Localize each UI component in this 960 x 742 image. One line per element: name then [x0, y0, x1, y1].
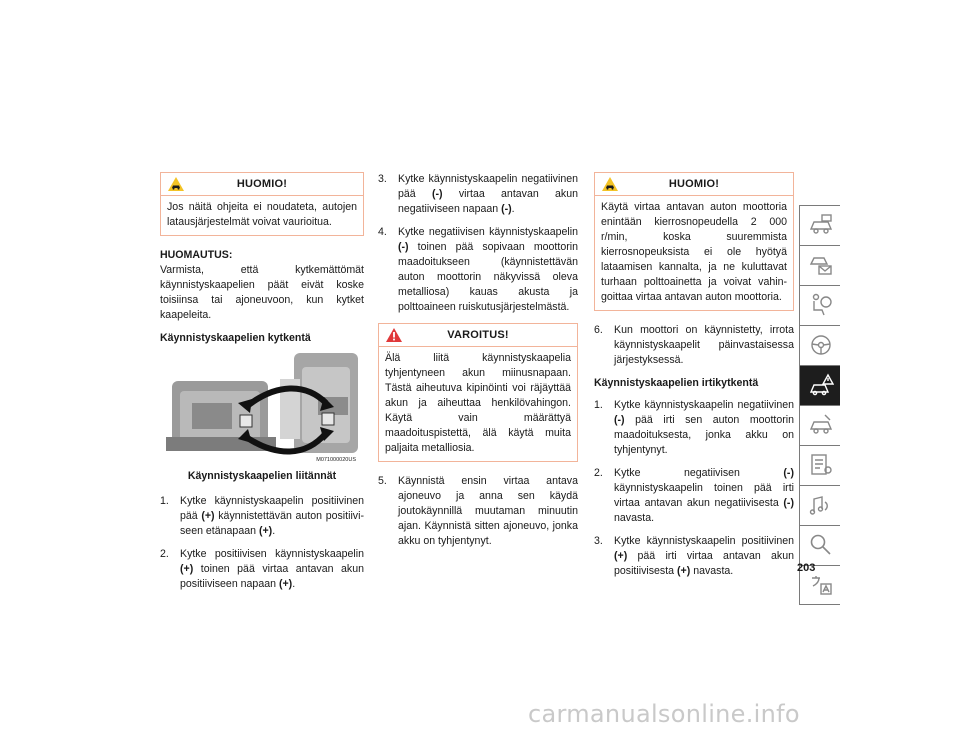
caution-title: HUOMIO! [668, 178, 720, 190]
note [160, 248, 364, 323]
car-service-icon [808, 412, 834, 438]
list-item: 1. Kytke käynnistyskaapelin negatiivinen (-) pää irti sen auton moottorin maadoituksesta, jonka akku on tyhjentynyt. [594, 399, 794, 456]
caution-text: Käytä virtaa antavan auton moottoria enintään kierrosnopeudella 2 000 r/min, koska suuremmista kierrosnopeuksista ei ole hyötyä lataamisen kannalta, ja ne kuluttavat turhaan polttoainetta ja voivat vahingoittaa virtaa antavan auton moottoria. [601, 201, 787, 303]
caution-header [595, 173, 793, 196]
search-index-icon [808, 532, 834, 558]
tab-roadside-hazard[interactable] [799, 365, 840, 405]
caution-box [160, 172, 364, 236]
section-heading-connect: Käynnistyskaapelien kytkentä [160, 332, 311, 344]
list-item: 2. Kytke positiivisen käynnistyskaapelin (+) toinen pää virtaa antavan akun positiiviseen napaan (+). [160, 548, 364, 590]
column-right [594, 172, 794, 587]
steering-wheel-icon [808, 332, 834, 358]
caution-box-rpm [594, 172, 794, 311]
list-item: 1. Kytke käynnistyskaapelin positiivinen pää (+) käynnistettävän auton positiiviseen etänapaan (+). [160, 495, 364, 537]
caution-title: HUOMIO! [236, 178, 288, 190]
list-item: 5. Käynnistä ensin virtaa antava ajoneuvo ja anna sen käydä joutokäynnillä muutaman minuutin ajan. Käynnistä sitten ajoneuvo, jonka akku on tyhjentynyt. [378, 475, 578, 547]
tab-multimedia[interactable] [799, 485, 840, 525]
tab-seat-airbag[interactable] [799, 285, 840, 325]
list-item: 6. Kun moottori on käynnistetty, irrota käynnistyskaapelit päinvastaisessa järjestyksessä. [594, 324, 794, 366]
list-item: 3. Kytke käynnistyskaapelin positiivinen (+) pää irti virtaa antavan akun positiivisesta (+) navasta. [594, 535, 794, 577]
jumper-figure [166, 353, 362, 465]
caution-header [161, 173, 363, 196]
note-heading: HUOMAUTUS: [160, 249, 233, 261]
tab-car-key-mail[interactable] [799, 245, 840, 285]
jumper-cable-illustration [166, 353, 362, 465]
connect-steps-list [160, 494, 364, 592]
warning-triangle-icon [385, 327, 403, 343]
warning-text: Älä liitä käynnistyskaapelia tyhjentyneen akun miinusnapaan. Tästä aiheutuva kipinöinti voi räjäyttää akun ja aiheuttaa henkilövahingon. Käytä vain määrättyä maadoituspistettä, älä käytä muita paljaita metalliosia. [385, 352, 571, 454]
tab-steering-wheel[interactable] [799, 325, 840, 365]
caution-car-icon [167, 176, 185, 192]
page-number: 203 [797, 562, 816, 574]
seat-airbag-icon [808, 292, 834, 318]
caution-car-icon [601, 176, 619, 192]
tab-car-service[interactable] [799, 405, 840, 445]
figure-caption: Käynnistyskaapelien liitännät [187, 470, 337, 482]
list-item: 4. Kytke negatiivisen käynnistyskaapelin (-) toinen pää sopivaan moottorin maadoitukseen (käynnistettävän auton moottorin näkyvissä oleva metalliosa) kauas akusta ja polttoaineen ruiskutusjärjestelmästä. [378, 226, 578, 313]
car-key-mail-icon [808, 252, 834, 278]
roadside-hazard-icon [808, 372, 834, 398]
section-heading-disconnect: Käynnistyskaapelien irtikytkentä [594, 377, 759, 389]
car-dashboard-icon [808, 212, 834, 238]
warning-title: VAROITUS! [447, 329, 509, 341]
multimedia-icon [808, 492, 834, 518]
column-middle [378, 172, 578, 557]
list-item: 3. Kytke käynnistyskaapelin negatiivinen pää (-) virtaa antavan akun negatiiviseen napaan (-). [378, 173, 578, 215]
tab-search-index[interactable] [799, 525, 840, 565]
list-item: 2. Kytke negatiivisen (-) käynnistyskaapelin toinen pää irti virtaa antavan akun negatiivisesta (-) navasta. [594, 467, 794, 524]
tab-maintenance-list[interactable] [799, 445, 840, 485]
figure-code: M071000020US [316, 457, 356, 463]
tab-car-dashboard[interactable] [799, 205, 840, 245]
chapter-tabs [799, 205, 840, 605]
warning-header [379, 324, 577, 347]
maintenance-list-icon [808, 452, 834, 478]
watermark: carmanualsonline.info [528, 700, 800, 728]
note-text: Varmista, että kytkemättömät käynnistyskaapelien päät eivät koske toisiinsa tai ajoneuvoon, kun kytket kaapeleita. [160, 264, 364, 321]
column-left [160, 172, 364, 600]
caution-text: Jos näitä ohjeita ei noudateta, autojen latausjärjestelmät voivat vaurioitua. [167, 201, 357, 228]
warning-box [378, 323, 578, 462]
